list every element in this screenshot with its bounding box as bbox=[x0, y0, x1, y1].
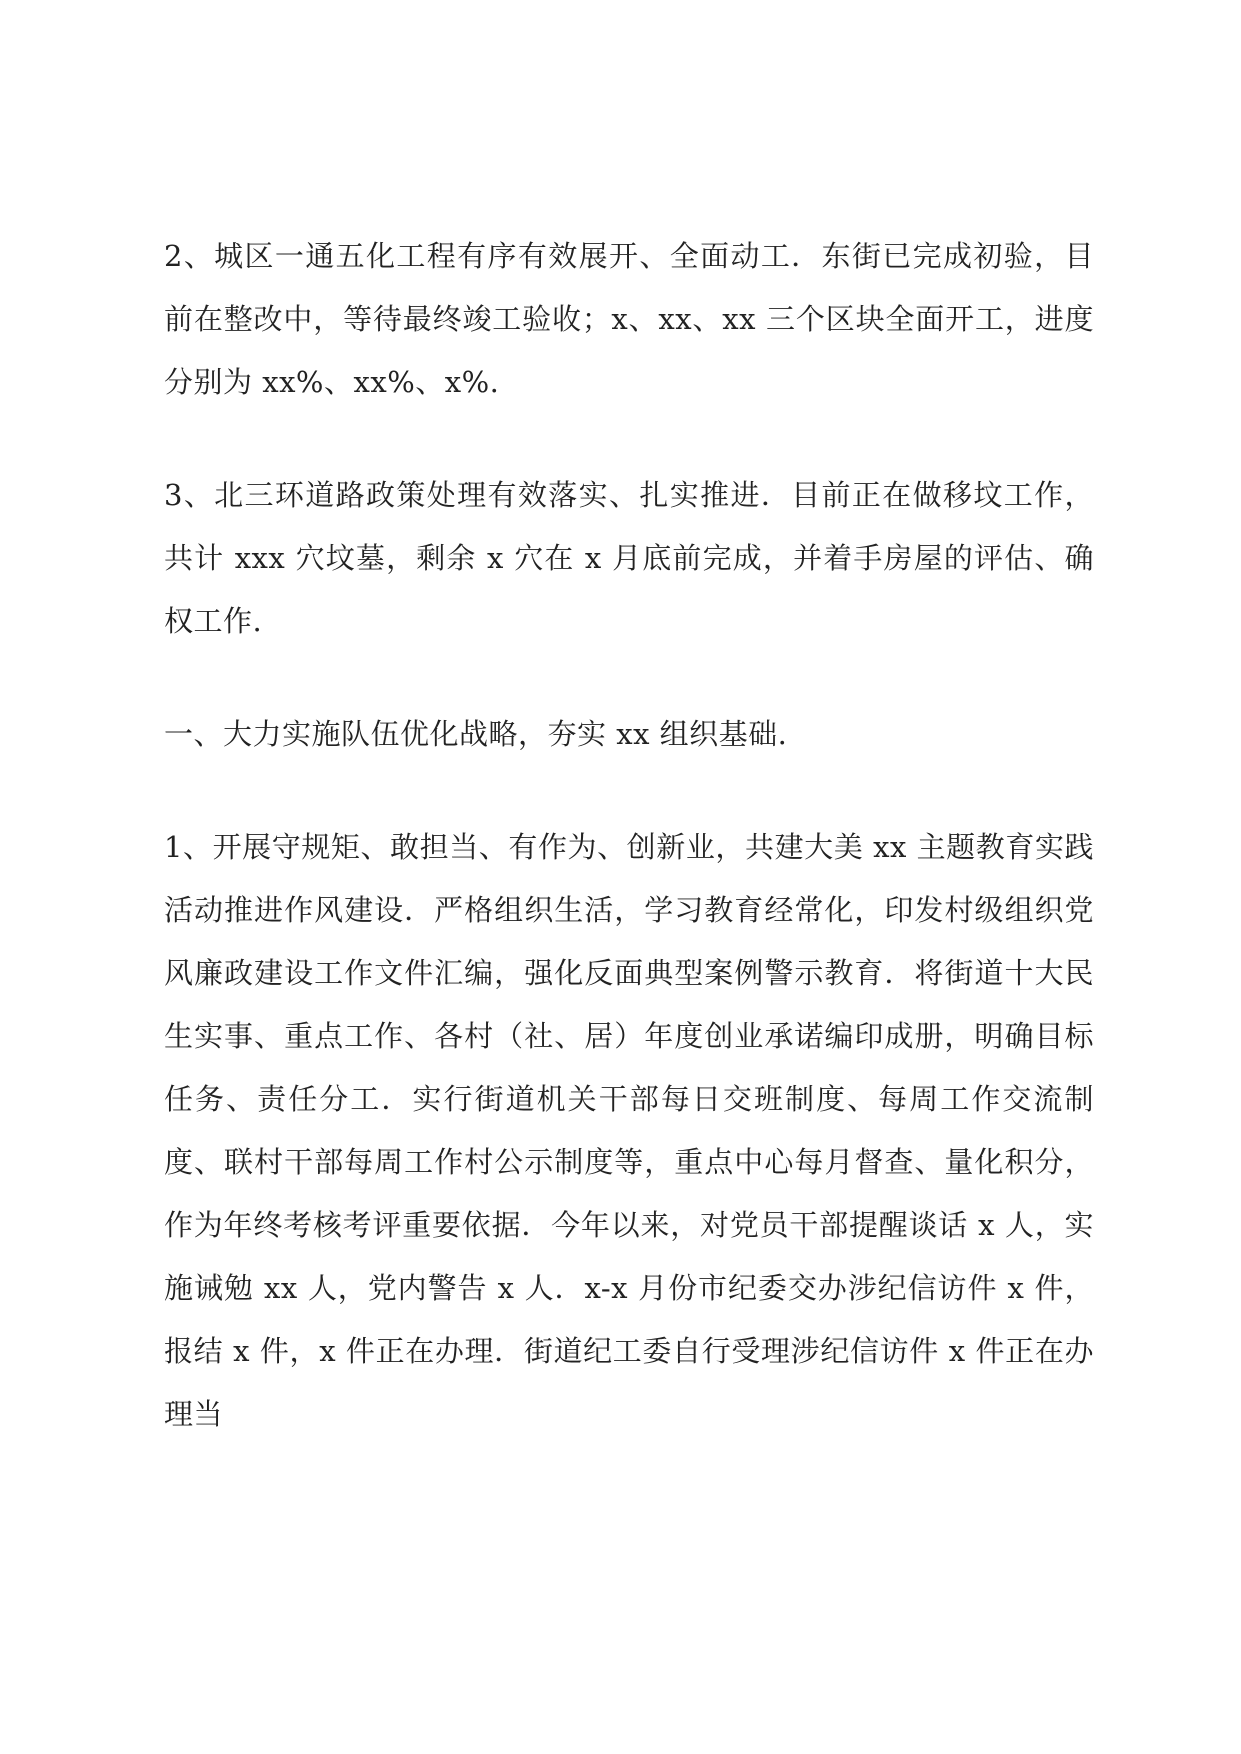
paragraph-ring-road: 3、北三环道路政策处理有效落实、扎实推进．目前正在做移坟工作，共计 xxx 穴坟墓，剩余 x 穴在 x 月底前完成，并着手房屋的评估、确权工作. bbox=[164, 478, 1094, 638]
section-heading: 一、大力实施队伍优化战略，夯实 xx 组织基础. bbox=[164, 717, 788, 751]
paragraph-urban-project: 2、城区一通五化工程有序有效展开、全面动工．东街已完成初验，目前在整改中，等待最终竣工验收；x、xx、xx 三个区块全面开工，进度分别为 xx%、xx%、x%. bbox=[164, 239, 1094, 399]
document-body bbox=[164, 225, 1094, 1496]
paragraph-style-building: 1、开展守规矩、敢担当、有作为、创新业，共建大美 xx 主题教育实践活动推进作风建设．严格组织生活，学习教育经常化，印发村级组织党风廉政建设工作文件汇编，强化反面典型案例警示教育．将街道十大民生实事、重点工作、各村（社、居）年度创业承诺编印成册，明确目标任务、责任分工．实行街道机关干部每日交班制度、每周工作交流制度、联村干部每周工作村公示制度等，重点中心每月督查、量化积分，作为年终考核考评重要依据．今年以来，对党员干部提醒谈话 x 人，实施诫勉 xx 人，党内警告 x 人．x-x 月份市纪委交办涉纪信访件 x 件，报结 x 件，x 件正在办理．街道纪工委自行受理涉纪信访件 x 件正在办理当 bbox=[164, 830, 1094, 1431]
